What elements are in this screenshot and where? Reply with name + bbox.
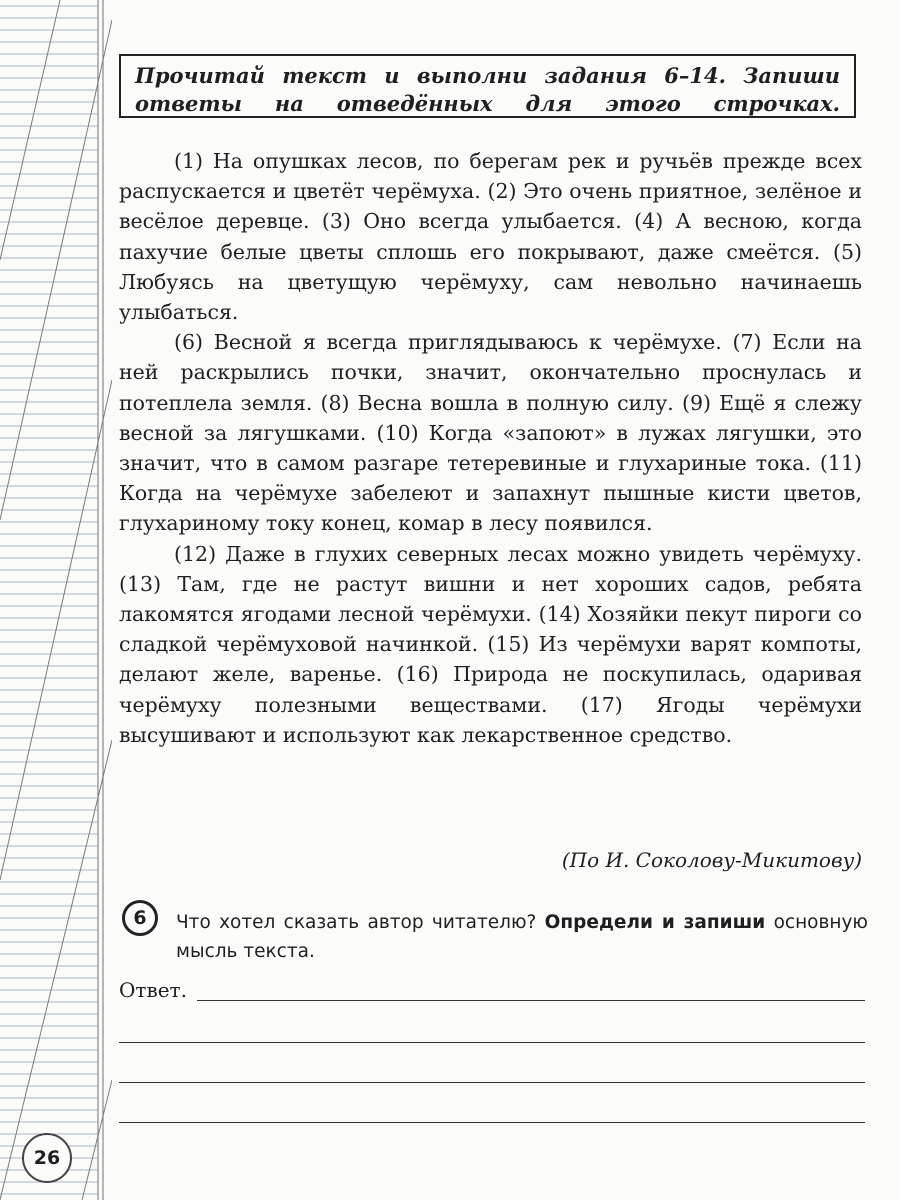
author-attribution: (По И. Соколову-Микитову): [561, 848, 862, 872]
reading-text: [119, 146, 862, 750]
task-question: [176, 908, 868, 966]
margin-ruling: [0, 0, 112, 1200]
instruction-box: Прочитай текст и выполни задания 6–14. Запиши ответы на отведённых для этого строчках.: [119, 54, 856, 118]
task-number-badge: 6: [122, 900, 158, 936]
answer-label: Ответ.: [119, 978, 187, 1002]
answer-line-1[interactable]: [197, 1000, 865, 1001]
paragraph-1: (1) На опушках лесов, по берегам рек и ручьёв прежде всех распускается и цветёт черёмуха. (2) Это очень приятное, зелёное и весёлое деревце. (3) Оно всегда улыбается. (4) А весною, когда пахучие белые цветы сплошь его покрывают, даже смеётся. (5) Любуясь на цветущую черёмуху, сам невольно начинаешь улыбаться.: [119, 149, 862, 325]
answer-line-4[interactable]: [119, 1122, 865, 1123]
task-question-tail: основную мысль текста.: [176, 912, 869, 962]
answer-line-3[interactable]: [119, 1082, 865, 1083]
task-question-text: Что хотел сказать автор читателю?: [176, 912, 545, 933]
answer-line-2[interactable]: [119, 1042, 865, 1043]
task-question-emphasis: Определи и запиши: [544, 912, 766, 933]
paragraph-2: (6) Весной я всегда приглядываюсь к черёмухе. (7) Если на ней раскрылись почки, значит, окончательно проснулась и потеплела земля. (8) Весна вошла в полную силу. (9) Ещё я слежу весной за лягушками. (10) Когда «запоют» в лужах лягушки, это значит, что в самом разгаре тетеревиные и глухариные тока. (11) Когда на черёмухе забелеют и запахнут пышные кисти цветов, глухариному току конец, комар в лесу появился.: [119, 330, 862, 536]
page-number: 26: [22, 1133, 72, 1183]
paragraph-3: (12) Даже в глухих северных лесах можно увидеть черёмуху. (13) Там, где не растут вишни и нет хороших садов, ребята лакомятся ягодами лесной черёмухи. (14) Хозяйки пекут пироги со сладкой черёмуховой начинкой. (15) Из черёмухи варят компоты, делают желе, варенье. (16) Природа не поскупилась, одаривая черёмуху полезными веществами. (17) Ягоды черёмухи высушивают и используют как лекарственное средство.: [119, 541, 862, 747]
